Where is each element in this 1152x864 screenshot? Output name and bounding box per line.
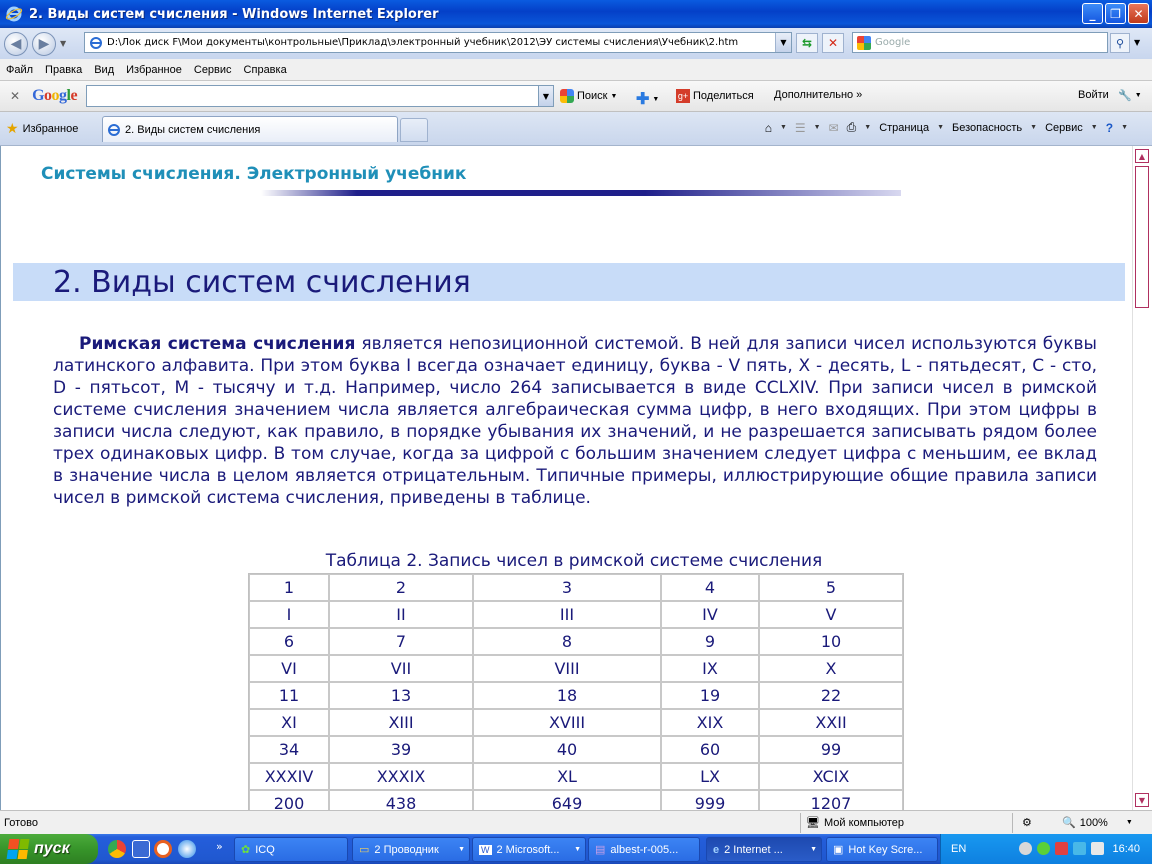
zoom-control[interactable]: 🔍 100% ▼ [1062,816,1133,829]
double-chevron-icon: » [856,89,863,101]
table-cell: 3 [473,574,661,601]
table-cell: 40 [473,736,661,763]
google-logo: Google [32,87,78,104]
address-dropdown-button[interactable]: ▼ [775,33,791,52]
header-rule [261,190,901,196]
task-label: 2 Internet ... [724,843,783,856]
signin-button[interactable] [1078,89,1109,101]
plus-icon: ✚ [636,91,650,108]
system-tray [940,834,1152,864]
menu-edit[interactable]: Правка [45,63,83,76]
table-cell: II [329,601,473,628]
desktop-quicklaunch-icon[interactable] [132,840,150,858]
table-cell: 99 [759,736,903,763]
table-cell: XVIII [473,709,661,736]
table-cell: 10 [759,628,903,655]
close-button[interactable]: ✕ [1128,3,1149,24]
google-toolbar [0,81,1152,112]
table-cell: XL [473,763,661,790]
menu-help[interactable]: Справка [243,63,287,76]
status-bar [0,810,1152,834]
task-hotkey[interactable] [826,837,938,862]
table-row [249,574,903,601]
signin-label: Войти [1078,89,1109,101]
language-indicator[interactable]: EN [951,843,967,855]
table-cell: XCIX [759,763,903,790]
google-search-label: Поиск [577,90,608,102]
ie-quicklaunch-icon[interactable] [178,840,196,858]
table-cell: 19 [661,682,759,709]
word-icon: W [481,844,490,855]
tray-network-icon[interactable] [1073,842,1086,855]
favorites-button[interactable] [6,120,78,137]
table-cell: 39 [329,736,473,763]
forward-button[interactable]: ▶ [32,32,56,56]
table-cell: 5 [759,574,903,601]
scroll-down-button[interactable]: ▼ [1135,793,1149,807]
task-label: ICQ [255,843,275,856]
page-content [0,146,1132,810]
table-cell: IX [661,655,759,682]
table-cell: XXXIV [249,763,329,790]
security-zone[interactable] [806,816,904,829]
table-cell: XXII [759,709,903,736]
safety-menu[interactable]: Безопасность [952,121,1023,134]
folder-icon: ▭ [359,844,370,856]
table-cell: 438 [329,790,473,810]
share-icon: g+ [677,91,689,101]
table-row [249,628,903,655]
ie-tab-icon [107,123,121,137]
menu-favorites[interactable]: Избранное [126,63,182,76]
search-placeholder: Google [875,37,911,48]
table-row [249,736,903,763]
quicklaunch-more-icon[interactable]: » [216,840,223,853]
share-label: Поделиться [693,90,754,102]
table-cell: V [759,601,903,628]
ie-icon: e [713,843,720,856]
task-label: 2 Microsoft... [496,843,560,856]
table-cell: XIII [329,709,473,736]
table-cell: 2 [329,574,473,601]
protected-mode-icon[interactable]: ⚙ [1022,817,1032,829]
ie-logo-icon [5,5,23,23]
menu-tools[interactable]: Сервис [193,63,232,76]
roman-numerals-table [248,573,904,810]
table-cell: 60 [661,736,759,763]
menu-file[interactable]: Файл [6,63,34,76]
tools-menu[interactable]: Сервис [1045,121,1083,134]
task-label: albest-r-005... [610,843,679,856]
table-cell: I [249,601,329,628]
screen-icon: ▣ [833,844,844,856]
paragraph-text: является непозиционной системой. В ней для записи чисел используются буквы латинского алфавита. При этом буква I всегда означает единицу, буква - V пять, X - десять, L - пятьдесят, C - сто, D - пятьсот, M - тысячу и т.д. Например, число 264 записывается в виде CCLXIV. При записи чисел в римской системе счисления значением числа является алгебраическая сумма цифр, в него входящих. При этом цифры в записи числа следуют, как правило, в порядке убывания их значений, и не разрешается записывать рядом более трех одинаковых цифр. В том случае, когда за цифрой с большим значением следует цифра с меньшим, ее вклад в значение числа в целом является отрицательным. Типичные примеры, иллюстрирующие общие правила записи чисел в римской система счисления, приведены в таблице. [53,334,1097,508]
search-go-button[interactable]: ⚲ [1110,33,1130,53]
table-cell: XXXIX [329,763,473,790]
scroll-thumb[interactable] [1135,166,1149,308]
back-button[interactable]: ◀ [4,32,28,56]
paragraph-lead: Римская система счисления [79,334,356,354]
wrench-button[interactable]: 🔧 ▼ [1118,90,1142,102]
stop-button[interactable]: ✕ [822,33,844,53]
help-icon[interactable]: ? [1105,120,1114,135]
table-cell: XI [249,709,329,736]
tray-volume-icon[interactable] [1091,842,1104,855]
command-bar: ⌂ ▼ ☰ ▼ ✉ ⎙ ▼ Страница ▼ Безопасность ▼ Сервис ▼ ? ▼ [764,120,1128,135]
opera-quicklaunch-icon[interactable] [154,840,172,858]
google-icon [857,36,871,50]
rss-icon[interactable]: ☰ [794,120,806,135]
task-icq[interactable] [234,837,348,862]
print-icon[interactable]: ⎙ [846,120,857,134]
table-cell: VII [329,655,473,682]
share-button[interactable] [676,89,754,103]
table-cell: 6 [249,628,329,655]
task-word[interactable]: W 2 Microsoft... ▼ [472,837,586,862]
mail-icon[interactable]: ✉ [828,120,839,135]
more-label: Дополнительно [774,89,854,101]
table-cell: XIX [661,709,759,736]
task-label: 2 Проводник [374,843,439,856]
site-header: Системы счисления. Электронный учебник [41,164,467,184]
address-row [0,28,1152,59]
zoom-label: 100% [1079,816,1108,829]
refresh-button[interactable]: ⇆ [796,33,818,53]
vertical-scrollbar[interactable] [1132,146,1152,810]
start-label: пуск [34,840,70,857]
google-search-input[interactable] [86,85,540,107]
taskbar [0,834,1152,864]
table-cell: 7 [329,628,473,655]
tray-icq-icon[interactable] [1037,842,1050,855]
page-icon [89,36,103,50]
table-cell: 11 [249,682,329,709]
icq-icon: ✿ [241,844,251,856]
table-row [249,763,903,790]
start-button[interactable] [0,834,98,864]
more-button[interactable] [774,89,862,101]
table-cell: 4 [661,574,759,601]
table-row [249,655,903,682]
star-icon: ★ [6,120,19,136]
task-explorer[interactable]: ▭ 2 Проводник ▼ [352,837,470,862]
table-cell: 8 [473,628,661,655]
url-text[interactable]: D:\Лок диск F\Мои документы\контрольные\Приклад\электронный учебник\2012\ЭУ системы счисления\Учебник\2.htm [107,37,739,48]
google-search-dropdown[interactable]: ▼ [538,85,554,107]
table-caption: Таблица 2. Запись чисел в римской системе счисления [325,551,823,571]
tab-active[interactable] [102,116,398,142]
clock: 16:40 [1112,843,1140,855]
google-g-icon [560,89,574,103]
address-field[interactable] [84,32,792,53]
table-row [249,682,903,709]
zoom-icon: 🔍 [1062,817,1076,829]
chrome-quicklaunch-icon[interactable] [108,840,126,858]
table-cell: VIII [473,655,661,682]
wrench-icon: 🔧 [1118,90,1132,102]
google-search-button[interactable]: Поиск ▼ [560,89,617,103]
title-bar [0,0,1152,28]
table-cell: 34 [249,736,329,763]
task-label: Hot Key Scre... [848,843,923,856]
zone-label: Мой компьютер [823,816,905,829]
table-cell: 1 [249,574,329,601]
menu-bar [0,59,1152,81]
task-internet-explorer[interactable]: e 2 Internet ... ▼ [706,837,822,862]
tray-shield-icon[interactable] [1019,842,1032,855]
table-row [249,709,903,736]
table-cell: 13 [329,682,473,709]
window-title: 2. Виды систем счисления - Windows Internet Explorer [29,6,439,22]
archive-icon: ▤ [595,844,606,856]
table-cell: III [473,601,661,628]
close-toolbar-icon[interactable]: ✕ [10,89,21,103]
menu-view[interactable]: Вид [94,63,115,76]
home-icon[interactable]: ⌂ [764,120,772,135]
page-title: 2. Виды систем счисления [53,265,471,300]
table-cell: LX [661,763,759,790]
tray-antivirus-icon[interactable] [1055,842,1068,855]
table-cell: 22 [759,682,903,709]
table-cell: X [759,655,903,682]
tab-row [0,112,1152,146]
windows-logo-icon [7,839,30,859]
table-cell: 649 [473,790,661,810]
table-cell: 200 [249,790,329,810]
task-archive[interactable] [588,837,700,862]
history-dropdown[interactable]: ▼ [60,39,67,48]
table-cell: IV [661,601,759,628]
body-paragraph [53,333,1097,509]
status-text: Готово [4,816,38,829]
table-cell: 9 [661,628,759,655]
favorites-label: Избранное [22,122,79,135]
search-field[interactable] [852,32,1108,53]
table-cell: 1207 [759,790,903,810]
table-cell: VI [249,655,329,682]
table-cell: 999 [661,790,759,810]
table-row [249,601,903,628]
table-cell: 18 [473,682,661,709]
minimize-button[interactable]: _ [1082,3,1103,24]
table-row [249,790,903,810]
search-options-dropdown[interactable]: ▼ [1134,38,1141,47]
computer-icon: 🖥 [806,817,820,829]
maximize-button[interactable]: ❐ [1105,3,1126,24]
plus-button[interactable]: ✚ ▼ [636,91,660,108]
new-tab-button[interactable] [400,118,428,142]
tab-label: 2. Виды систем счисления [125,123,261,136]
scroll-up-button[interactable]: ▲ [1135,149,1149,163]
page-menu[interactable]: Страница [879,121,930,134]
